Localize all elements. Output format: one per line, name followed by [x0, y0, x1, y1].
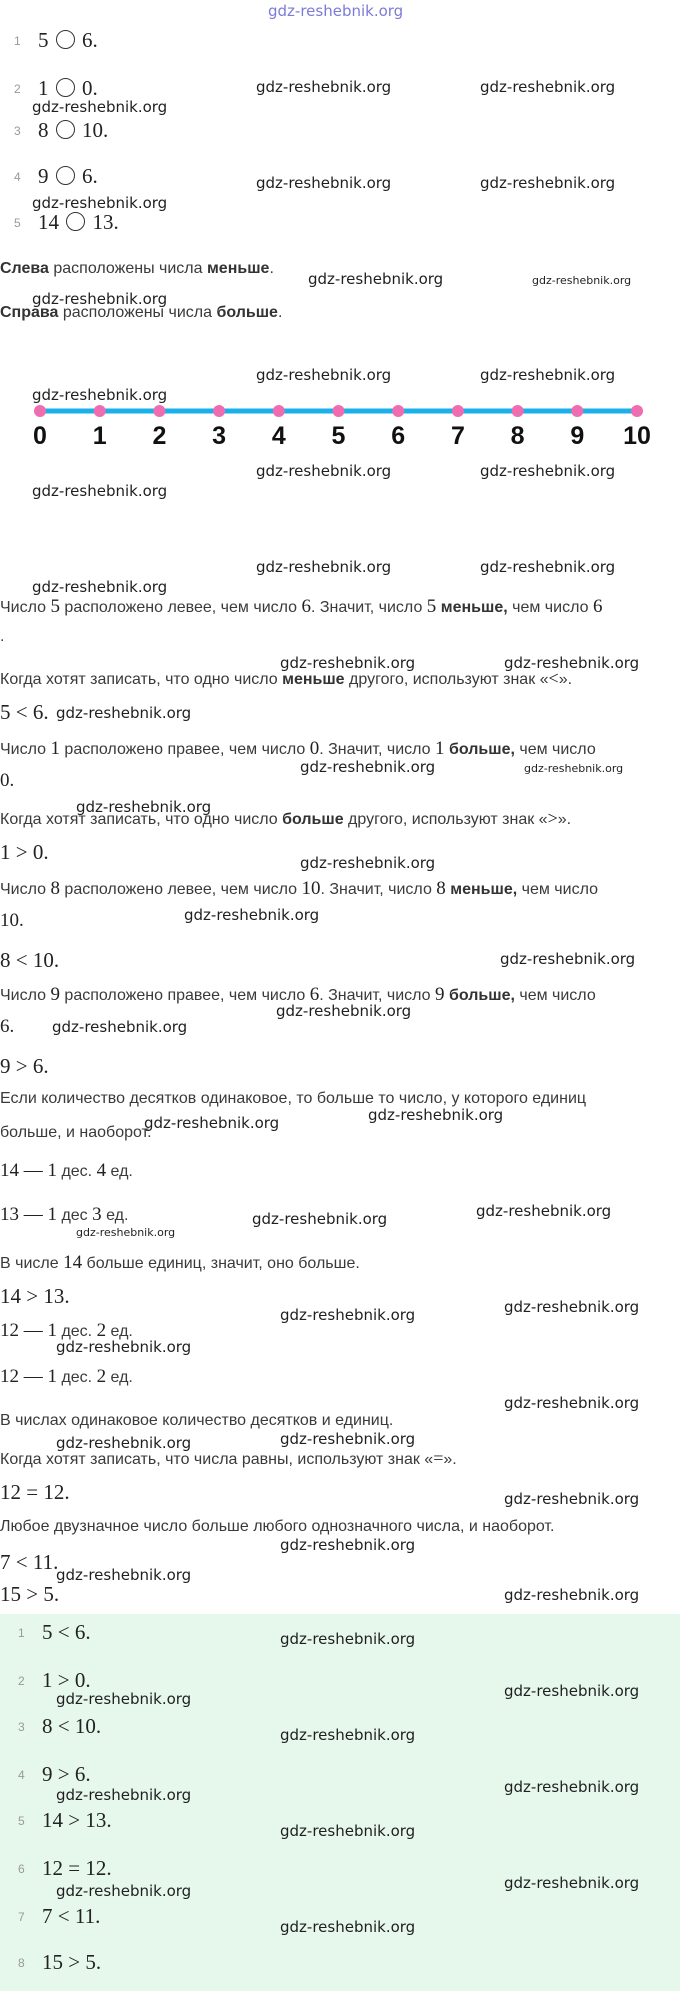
watermark: gdz-reshebnik.org: [308, 270, 444, 288]
watermark: gdz-reshebnik.org: [32, 290, 168, 308]
decomposition: 13 — 1 дес 3 ед.: [0, 1204, 129, 1225]
task-number: 2: [14, 82, 21, 96]
formula: 8 < 10.: [0, 948, 60, 972]
watermark: gdz-reshebnik.org: [280, 1630, 416, 1648]
watermark: gdz-reshebnik.org: [76, 1226, 176, 1239]
paragraph: В числе 14 больше единиц, значит, оно больше.: [0, 1252, 360, 1273]
watermark: gdz-reshebnik.org: [300, 854, 436, 872]
watermark: gdz-reshebnik.org: [476, 1202, 612, 1220]
task-expression: 1 0.: [38, 76, 98, 100]
number-line-label: 1: [92, 422, 107, 450]
answer-expression: 1 > 0.: [42, 1668, 91, 1692]
answer-expression: 7 < 11.: [42, 1904, 101, 1928]
number-line-point: [94, 405, 106, 417]
paragraph: Любое двузначное число больше любого однозначного числа, и наоборот.: [0, 1518, 555, 1535]
watermark: gdz-reshebnik.org: [532, 274, 632, 287]
watermark: gdz-reshebnik.org: [276, 1002, 412, 1020]
paragraph: больше, и наоборот.: [0, 1124, 152, 1141]
formula: 14 > 13.: [0, 1284, 70, 1308]
watermark: gdz-reshebnik.org: [280, 1306, 416, 1324]
watermark: gdz-reshebnik.org: [480, 174, 616, 192]
watermark: gdz-reshebnik.org: [480, 462, 616, 480]
watermark: gdz-reshebnik.org: [280, 1536, 416, 1554]
number-line-point: [392, 405, 404, 417]
paragraph: В числах одинаковое количество десятков и единиц.: [0, 1412, 394, 1429]
task-number: 1: [14, 34, 21, 48]
empty-circle-icon: [56, 120, 75, 139]
number-line-label: 10: [623, 422, 651, 450]
task-expression: 14 13.: [38, 210, 119, 234]
number-line-point: [631, 405, 643, 417]
watermark: gdz-reshebnik.org: [480, 366, 616, 384]
watermark: gdz-reshebnik.org: [300, 758, 436, 776]
answer-expression: 9 > 6.: [42, 1762, 91, 1786]
number-line-point: [153, 405, 165, 417]
watermark: gdz-reshebnik.org: [480, 558, 616, 576]
top-watermark: gdz-reshebnik.org: [268, 2, 404, 20]
number-line-point: [333, 405, 345, 417]
watermark: gdz-reshebnik.org: [256, 174, 392, 192]
watermark: gdz-reshebnik.org: [52, 1018, 188, 1036]
number-line-point: [512, 405, 524, 417]
decomposition: 12 — 1 дес. 2 ед.: [0, 1366, 133, 1387]
rule-right: Справа расположены числа больше.: [0, 304, 283, 321]
answer-number: 4: [18, 1768, 25, 1782]
watermark: gdz-reshebnik.org: [504, 1490, 640, 1508]
watermark: gdz-reshebnik.org: [56, 704, 192, 722]
paragraph: Число 5 расположено левее, чем число 6. Значит, число 5 меньше, чем число 6: [0, 596, 603, 617]
number-line-label: 5: [331, 422, 346, 450]
watermark: gdz-reshebnik.org: [368, 1106, 504, 1124]
watermark: gdz-reshebnik.org: [32, 98, 168, 116]
formula: 12 = 12.: [0, 1480, 70, 1504]
watermark: gdz-reshebnik.org: [144, 1114, 280, 1132]
number-line-point: [571, 405, 583, 417]
task-expression: 8 10.: [38, 118, 109, 142]
number-line-label: 7: [450, 422, 465, 450]
formula: 1 > 0.: [0, 840, 49, 864]
watermark: gdz-reshebnik.org: [504, 1874, 640, 1892]
watermark: gdz-reshebnik.org: [280, 1918, 416, 1936]
decomposition: 12 — 1 дес. 2 ед.: [0, 1320, 133, 1341]
answer-expression: 12 = 12.: [42, 1856, 112, 1880]
watermark: gdz-reshebnik.org: [32, 386, 168, 404]
paragraph: Число 1 расположено правее, чем число 0. Значит, число 1 больше, чем число: [0, 738, 596, 759]
watermark: gdz-reshebnik.org: [256, 78, 392, 96]
watermark: gdz-reshebnik.org: [32, 194, 168, 212]
watermark: gdz-reshebnik.org: [524, 762, 624, 775]
watermark: gdz-reshebnik.org: [252, 1210, 388, 1228]
period: .: [0, 628, 5, 645]
answer-expression: 5 < 6.: [42, 1620, 91, 1644]
watermark: gdz-reshebnik.org: [256, 366, 392, 384]
empty-circle-icon: [56, 166, 75, 185]
rule-left: Слева расположены числа меньше.: [0, 260, 274, 277]
task-number: 4: [14, 170, 21, 184]
formula: 7 < 11.: [0, 1550, 59, 1574]
empty-circle-icon: [56, 30, 75, 49]
number-line-label: 9: [570, 422, 585, 450]
decomposition: 14 — 1 дес. 4 ед.: [0, 1160, 133, 1181]
watermark: gdz-reshebnik.org: [504, 654, 640, 672]
formula: 10.: [0, 910, 24, 931]
paragraph: Когда хотят записать, что одно число больше другого, используют знак «>».: [0, 808, 572, 828]
answer-number: 8: [18, 1956, 25, 1970]
answer-number: 6: [18, 1862, 25, 1876]
number-line-point: [273, 405, 285, 417]
number-line-point: [213, 405, 225, 417]
number-line-point: [34, 405, 46, 417]
watermark: gdz-reshebnik.org: [504, 1586, 640, 1604]
watermark: gdz-reshebnik.org: [504, 1682, 640, 1700]
watermark: gdz-reshebnik.org: [184, 906, 320, 924]
task-expression: 5 6.: [38, 28, 98, 52]
formula: 15 > 5.: [0, 1582, 60, 1606]
watermark: gdz-reshebnik.org: [504, 1298, 640, 1316]
formula: 5 < 6.: [0, 700, 49, 724]
watermark: gdz-reshebnik.org: [256, 462, 392, 480]
number-line-label: 6: [391, 422, 406, 450]
paragraph: Число 9 расположено правее, чем число 6. Значит, число 9 больше, чем число: [0, 984, 596, 1005]
watermark: gdz-reshebnik.org: [504, 1394, 640, 1412]
task-expression: 9 6.: [38, 164, 98, 188]
answer-expression: 14 > 13.: [42, 1808, 112, 1832]
answer-number: 5: [18, 1814, 25, 1828]
paragraph: Когда хотят записать, что одно число меньше другого, используют знак «<».: [0, 668, 573, 688]
watermark: gdz-reshebnik.org: [504, 1778, 640, 1796]
number-line-label: 3: [212, 422, 227, 450]
task-number: 5: [14, 216, 21, 230]
formula: 9 > 6.: [0, 1054, 49, 1078]
watermark: gdz-reshebnik.org: [56, 1566, 192, 1584]
number-line-label: 0: [33, 422, 47, 450]
answer-expression: 15 > 5.: [42, 1950, 102, 1974]
answer-number: 2: [18, 1674, 25, 1688]
watermark: gdz-reshebnik.org: [256, 558, 392, 576]
formula: 0.: [0, 770, 15, 791]
paragraph: Число 8 расположено левее, чем число 10. Значит, число 8 меньше, чем число: [0, 878, 598, 899]
watermark: gdz-reshebnik.org: [76, 798, 212, 816]
watermark: gdz-reshebnik.org: [56, 1882, 192, 1900]
paragraph: Когда хотят записать, что числа равны, используют знак «=».: [0, 1448, 457, 1468]
empty-circle-icon: [56, 78, 75, 97]
answer-number: 3: [18, 1720, 25, 1734]
watermark: gdz-reshebnik.org: [56, 1434, 192, 1452]
number-line-point: [452, 405, 464, 417]
answer-expression: 8 < 10.: [42, 1714, 102, 1738]
number-line-label: 2: [152, 422, 167, 450]
formula: 6.: [0, 1016, 15, 1037]
number-line-label: 4: [271, 422, 286, 450]
empty-circle-icon: [66, 212, 85, 231]
watermark: gdz-reshebnik.org: [280, 654, 416, 672]
task-number: 3: [14, 124, 21, 138]
watermark: gdz-reshebnik.org: [280, 1726, 416, 1744]
watermark: gdz-reshebnik.org: [280, 1822, 416, 1840]
watermark: gdz-reshebnik.org: [480, 78, 616, 96]
watermark: gdz-reshebnik.org: [32, 482, 168, 500]
answer-number: 7: [18, 1910, 25, 1924]
paragraph: Если количество десятков одинаковое, то больше то число, у которого единиц: [0, 1090, 587, 1107]
watermark: gdz-reshebnik.org: [56, 1690, 192, 1708]
watermark: gdz-reshebnik.org: [56, 1338, 192, 1356]
watermark: gdz-reshebnik.org: [280, 1430, 416, 1448]
answer-number: 1: [18, 1626, 25, 1640]
watermark: gdz-reshebnik.org: [32, 578, 168, 596]
watermark: gdz-reshebnik.org: [500, 950, 636, 968]
watermark: gdz-reshebnik.org: [56, 1786, 192, 1804]
number-line-label: 8: [510, 422, 525, 450]
